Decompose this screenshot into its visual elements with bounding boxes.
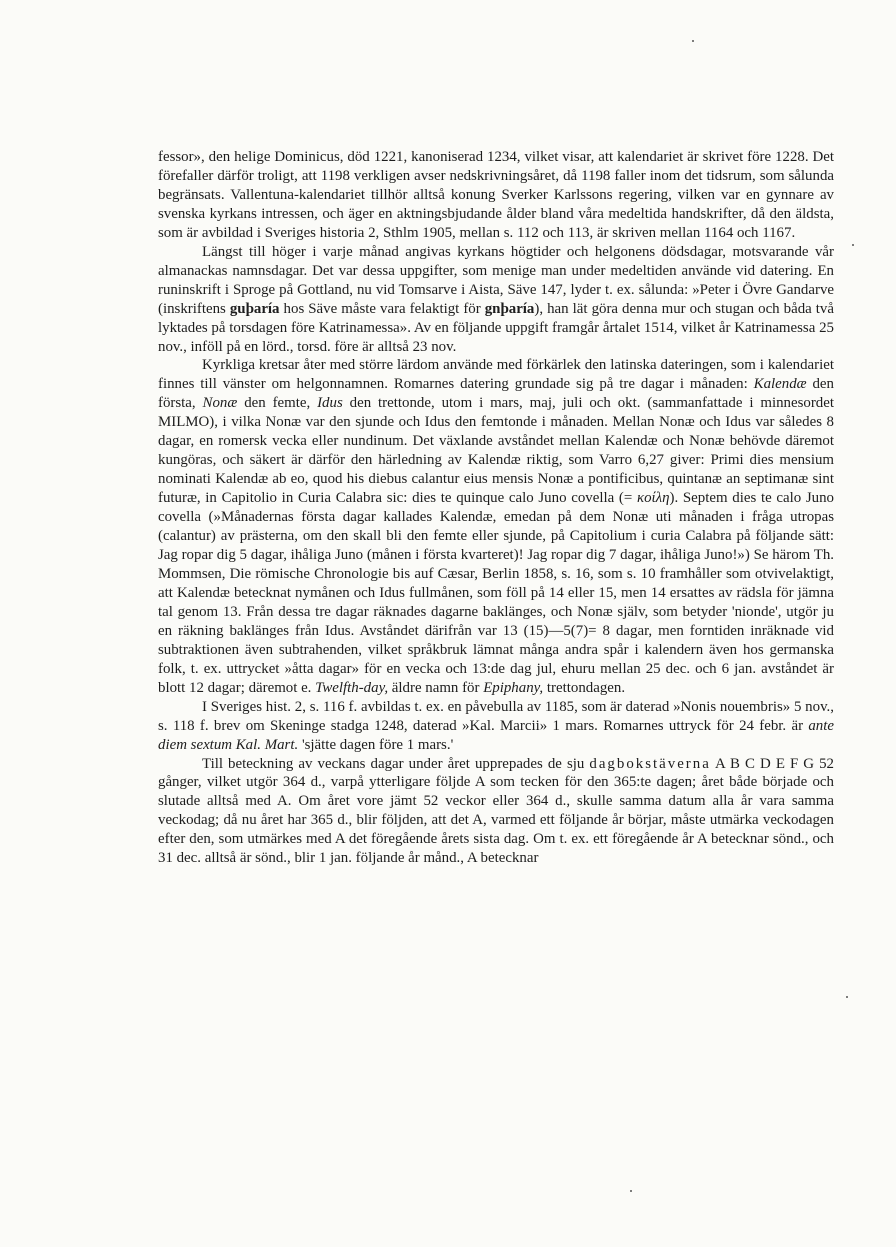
paragraph <box>158 148 834 243</box>
paragraph <box>158 698 834 755</box>
text-run: den femte, <box>237 395 318 412</box>
scan-speck <box>846 996 848 998</box>
italic-term: Epiphany, <box>483 679 544 696</box>
text-run: äldre namn för <box>388 679 484 696</box>
italic-term: Idus <box>317 395 343 412</box>
runic-transliteration: gnþaría <box>484 300 535 317</box>
text-run: I Sveriges hist. 2, s. 116 f. avbildas t. ex. en påvebulla av 1185, som är daterad »Nonis nouembris» 5 nov., s. 118 f. brev om Skeninge stadga 1248, daterad »Kal. Marcii» 1 mars. Romarnes uttryck för 24 febr. är <box>158 698 834 734</box>
paragraph <box>158 755 834 869</box>
italic-term: ante diem sextum Kal. Mart. <box>158 717 834 753</box>
scan-speck <box>630 1190 632 1192</box>
text-run: den första, <box>158 376 834 412</box>
text-run: A B C D E F G 52 gånger, vilket utgör 364 d., varpå ytterligare följde A som tecken för den 365:te dagen; året både började och slutade alltså med A. Om året vore jämt 52 veckor eller 364 d., skulle samma datum alla år vara samma veckodag; då nu året har 365 d., blir följden, att det A, varmed ett följande år börjar, måste utmärka veckodagen efter den, som utmärkes med A det föregående årets sista dag. Om t. ex. ett föregående år A betecknar sönd., och 31 dec. alltså är sönd., blir 1 jan. följande år månd., A betecknar <box>158 755 834 867</box>
paragraph <box>158 243 834 357</box>
text-run: hos Säve måste vara felaktigt för <box>279 300 485 317</box>
page-text <box>158 148 834 868</box>
scan-speck <box>692 40 694 42</box>
paragraph <box>158 356 834 697</box>
scan-speck <box>852 244 854 246</box>
text-run: trettondagen. <box>543 679 626 696</box>
italic-term: Twelfth-day, <box>315 679 389 696</box>
text-run: Längst till höger i varje månad angivas kyrkans högtider och helgonens dödsdagar, motsvarande vår almanackas namnsdagar. Det var dessa uppgifter, som menige man under medeltiden använde vid datering. En runinskrift i Sproge på Gottland, nu vid Tomsarve i Aista, Säve 147, lyder t. ex. sålunda: »Peter i Övre Gandarve (inskriftens <box>158 243 834 317</box>
text-run: ). Septem dies te calo Juno covella (»Månadernas första dagar kallades Kalendæ, emedan på dem Nonæ uti månaden i fråga utropas (calantur) av prästerna, om den skall bli den femte eller sjunde, på Capitolium i curia Calabra på följande sätt: Jag ropar dig 5 dagar, ihåliga Juno (månen i första kvarteret)! Jag ropar dig 7 dagar, ihåliga Juno!») Se härom Th. Mommsen, Die römische Chronologie bis auf Cæsar, Berlin 1858, s. 16, som s. 10 framhåller som otvivelaktigt, att Kalendæ betecknat nymånen och Idus fullmånen, som föll på 14 eller 15, men 14 ersattes av rädsla för jämna tal genom 13. Från dessa tre dagar räknades dagarne baklänges, och Nonæ själv, som betyder 'nionde', utgör ju en räkning baklänges från Idus. Avståndet därifrån var 13 (15)—5(7)= 8 dagar, men forntiden inräknade vid subtraktionen även subtrahenden, vilket språkbruk lämnat många andra spår i kalendern även hos germanska folk, t. ex. uttrycket »åtta dagar» för en vecka och 13:de dag jul, ehuru mellan 25 dec. och 6 jan. avståndet är blott 12 dagar; däremot e. <box>158 490 835 696</box>
text-run: Kyrkliga kretsar åter med större lärdom använde med förkärlek den latinska dateringen, som i kalendariet finnes till vänster om helgonnamnen. Romarnes datering grundade sig på tre dagar i månaden: <box>158 357 834 393</box>
text-run: 'sjätte dagen före 1 mars.' <box>298 736 454 753</box>
text-run: ), han lät göra denna mur och stugan och båda två lyktades på torsdagen före Katrinamessa». Av en följande uppgift framgår årtalet 1514, vilket år Katrinamessa 25 nov., inföll på en lörd., torsd. före är alltså 23 nov. <box>158 300 834 355</box>
spaced-term: dagbokstäverna <box>589 755 711 772</box>
runic-transliteration: guþaría <box>229 300 280 317</box>
italic-term: Kalendæ <box>753 376 807 393</box>
text-run: Till beteckning av veckans dagar under året upprepades de sju <box>202 755 590 772</box>
text-run: fessor», den helige Dominicus, död 1221, kanoniserad 1234, vilket visar, att kalendariet är skrivet före 1228. Det förefaller därför troligt, att 1198 verkligen avser nedskrivningsåret, då 1198 faller inom det tidsrum, som sålunda begränsats. Vallentuna-kalendariet tillhör alltså konung Sverker Karlssons regering, vilken var en gynnare av svenska kyrkans intressen, och äger en aktningsbjudande ålder bland våra medeltida handskrifter, då den äldsta, som är avbildad i Sveriges historia 2, Sthlm 1905, mellan s. 112 och 113, är skriven mellan 1164 och 1167. <box>158 149 834 241</box>
italic-term: κοίλη <box>636 490 670 507</box>
italic-term: Nonæ <box>202 395 238 412</box>
text-run: den trettonde, utom i mars, maj, juli och okt. (sammanfattade i minnesordet MILMO), i vilka Nonæ var den sjunde och Idus den femtonde i månaden. Mellan Nonæ och Idus var således 8 dagar, en romersk vecka eller nundinum. Det växlande avståndet mellan Kalendæ och Nonæ behövde däremot kungöras, och säkert är därför den härledning av Kalendæ riktig, som Varro 6,27 giver: Primi dies mensium nominati Kalendæ ab eo, quod his diebus calantur eius mensis Nonæ a pontificibus, quintanæ an septimanæ sint futuræ, in Capitolio in Curia Calabra sic: dies te quinque calo Juno covella (= <box>158 395 834 507</box>
